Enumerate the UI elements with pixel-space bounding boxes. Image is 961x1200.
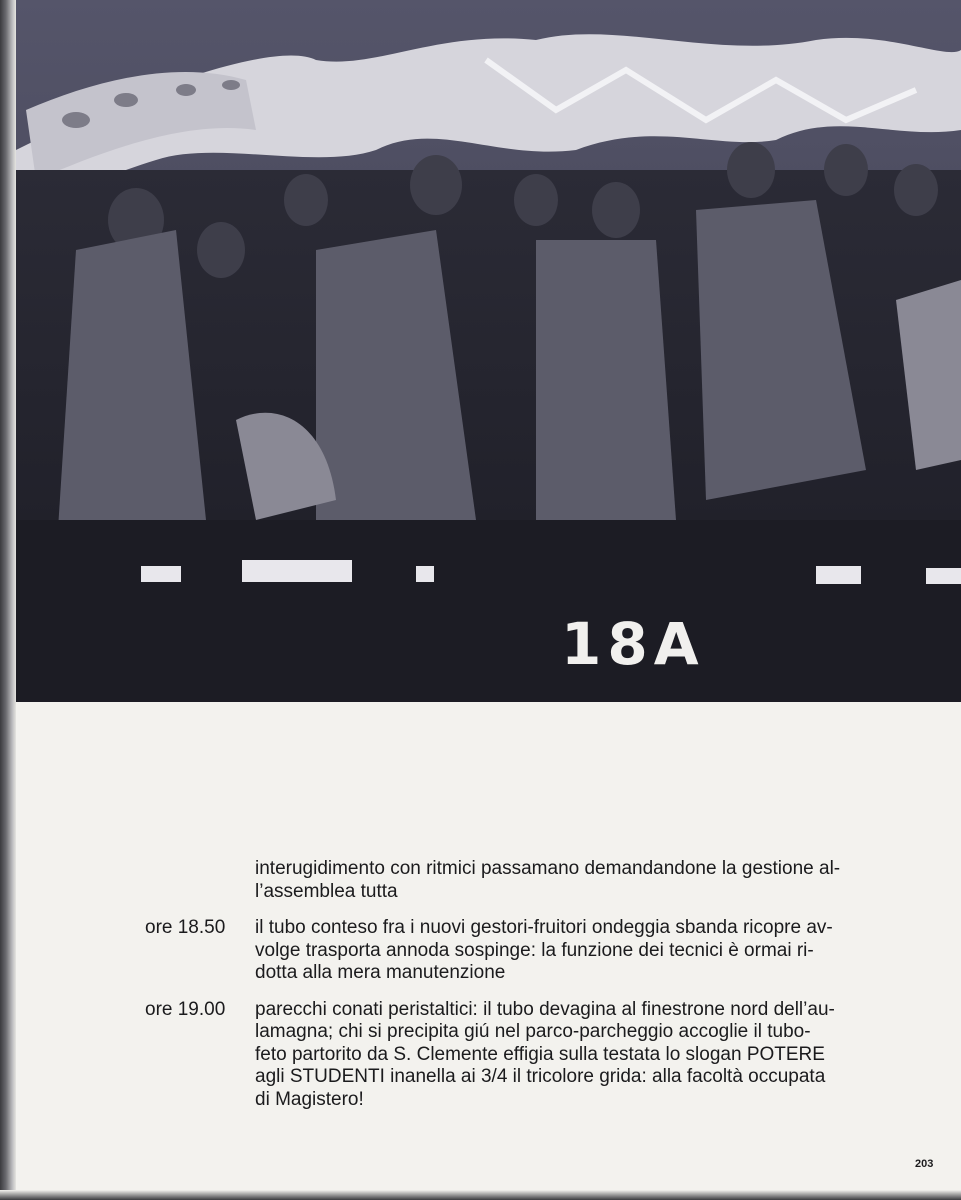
page-binding-edge (0, 0, 16, 1200)
chronicle-text (145, 858, 945, 1125)
entry-text: interugidimento con ritmici passamano demandandone la gestione al- l’assemblea tutta (255, 858, 841, 902)
entry-text: parecchi conati peristaltici: il tubo devagina al finestrone nord dell’au- lamagna; chi si precipita giú nel parco-parcheggio accoglie il tubo- feto partorito da S. Clemente effigia sulla testata lo slogan POTERE agli STUDENTI inanella ai 3/4 il tricolore grida: alla facoltà occupata di Magistero! (255, 998, 835, 1110)
entry-time: ore 19.00 (145, 998, 226, 1020)
chronicle-entry (145, 999, 945, 1112)
chronicle-entry (145, 917, 945, 985)
crowd-photo-graphic (16, 0, 961, 702)
crowd-photograph (16, 0, 961, 702)
page-number: 203 (915, 1158, 934, 1170)
entry-time: ore 18.50 (145, 917, 226, 938)
chronicle-entry (145, 858, 945, 903)
page-bottom-edge (0, 1190, 961, 1200)
entry-text: il tubo conteso fra i nuovi gestori-fruitori ondeggia sbanda ricopre av- volge trasporta annoda sospinge: la funzione dei tecnici è ormai ri- dotta alla mera manutenzione (255, 917, 833, 983)
entry-time (145, 858, 255, 903)
photo-sign-text: 18A (561, 610, 705, 678)
